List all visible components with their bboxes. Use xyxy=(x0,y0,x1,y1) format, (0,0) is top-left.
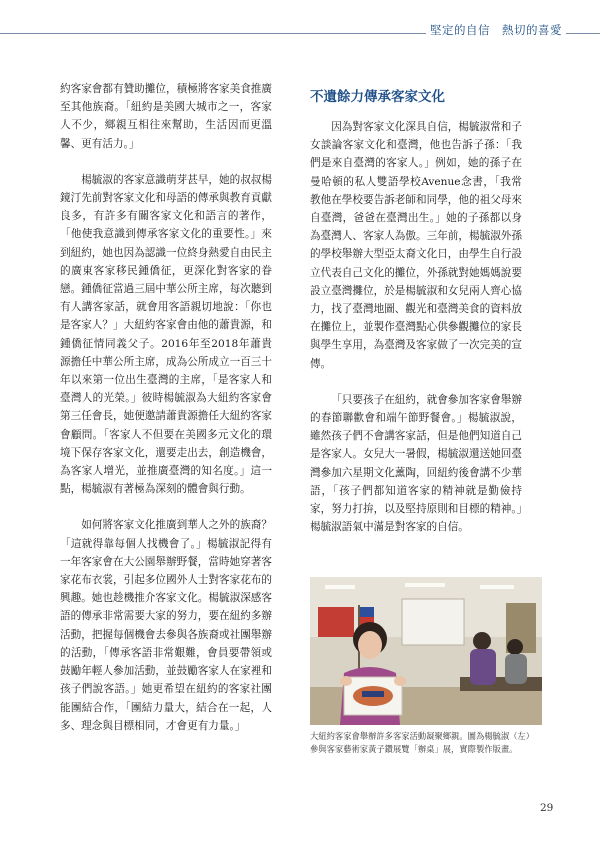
event-photo xyxy=(310,577,542,725)
section-heading: 不遺餘力傳承客家文化 xyxy=(310,89,445,105)
paragraph: 如何將客家文化推廣到華人之外的族裔？「這就得靠每個人找機會了。」楊毓淑記得有一年客家會在大公園舉辦野餐，當時她穿著客家花布衣裳，引起多位國外人士對客家花布的興趣。她也趁機推介客家文化。楊毓淑深感客語的傳承非常需要大家的努力，要在紐約多辦活動，把握每個機會去參與各族裔或社團舉辦的活動，「傳承客語非常艱難，會員要帶領或鼓勵年輕人參加活動，並鼓勵客家人在家裡和孩子們說客語。」她更希望在紐約的客家社團能團結合作，「團結力量大，結合在一起，人多、理念與目標相同，才會更有力量。」 xyxy=(60,519,272,732)
left-column xyxy=(60,80,272,753)
paragraph: 約客家會都有贊助攤位，積極將客家美食推廣至其他族裔。「紐約是美國大城市之一，客家人不少，鄉親互相往來幫助，生活因而更溫馨、更有活力。」 xyxy=(60,83,272,150)
photo-caption: 大紐約客家會舉辦許多客家活動凝聚鄉親。圖為楊毓淑（左）參與客家藝術家黃子鑽展覽「辦桌」展，實際製作版畫。 xyxy=(310,731,535,754)
right-column xyxy=(310,118,522,554)
running-header: 堅定的自信 熱切的喜愛 xyxy=(426,22,566,38)
paragraph: 因為對客家文化深具自信，楊毓淑常和子女談論客家文化和臺灣，他也告訴子孫：「我們是來自臺灣的客家人。」例如，她的孫子在曼哈頓的私人雙語學校Avenue念書，「我常教他在學校要告訴老師和同學，他的祖父母來自臺灣，爸爸在臺灣出生。」她的子孫都以身為臺灣人、客家人為傲。三年前，楊毓淑外孫的學校舉辦大型亞太裔文化日，由學生自行設立代表自己文化的攤位，外孫就對她媽媽說要設立臺灣攤位，於是楊毓淑和女兒兩人齊心協力，找了臺灣地圖、觀光和臺灣美食的資料放在攤位上，並製作臺灣點心供參觀攤位的家長與學生享用，為臺灣及客家做了一次完美的宣傳。 xyxy=(310,121,522,370)
paragraph: 「只要孩子在紐約，就會參加客家會舉辦的春節聯歡會和端午節野餐會。」楊毓淑說，雖然孩子們不會講客家話，但是他們知道自己是客家人。女兒大一暑假，楊毓淑還送她回臺灣參加六星期文化薰陶，回紐約後會講不少華語，「孩子們都知道客家的精神就是勤儉持家，努力打拚，以及堅持原則和目標的精神。」楊毓淑語氣中滿是對客家的自信。 xyxy=(310,393,522,534)
page-number: 29 xyxy=(540,802,554,814)
paragraph: 楊毓淑的客家意識萌芽甚早，她的叔叔楊鏡汀先前對客家文化和母語的傳承與教育貢獻良多，有許多有關客家文化和語言的著作，「他使我意識到傳承客家文化的重要性。」來到紐約，她也因為認識一位終身熱愛自由民主的廣東客家移民鍾僑征，更深化對客家的眷戀。鍾僑征當過三屆中華公所主席，每次聽到有人講客家話，就會用客語親切地說：「你也是客家人？」大紐約客家會由他的蕭貴源，和鍾僑征情同義父子。2016年至2018年蕭貴源擔任中華公所主席，成為公所成立一百三十年以來第一位出生臺灣的主席，「是客家人和臺灣人的光榮。」彼時楊毓淑為大紐約客家會第三任會長，她便邀請蕭貴源擔任大紐約客家會顧問。「客家人不但要在美國多元文化的環境下保存客家文化，還要走出去，創造機會，為客家人增光，並推廣臺灣的知名度。」這一點，楊毓淑有著極為深刻的體會與行動。 xyxy=(60,173,272,496)
